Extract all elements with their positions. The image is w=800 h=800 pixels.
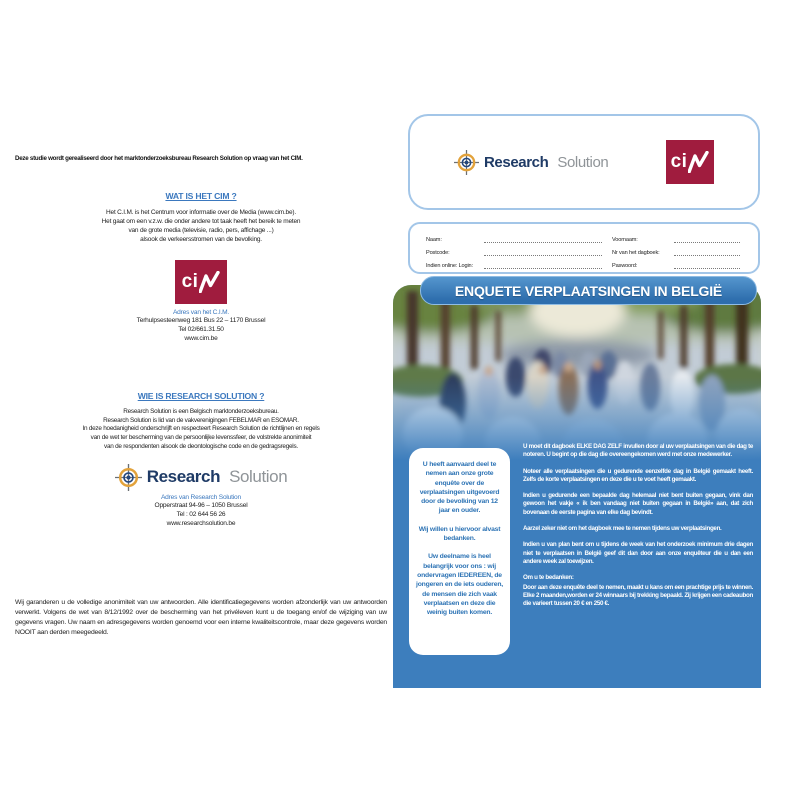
field-line-login[interactable] [484, 261, 602, 269]
reward-heading: Om u te bedanken: [523, 574, 574, 582]
cim-address-phone: Tel 02/661.31.50 [178, 326, 224, 333]
rs-section-heading[interactable]: WIE IS RESEARCH SOLUTION ? [137, 391, 265, 401]
cim-description-line: Het C.I.M. is het Centrum voor informatie over de Media (www.cim.be). [106, 209, 296, 216]
cim-description-line: Het gaat om een v.z.w. die onder andere tot taak heeft het bereik te meten [101, 218, 301, 225]
rs-address-street: Opperstraat 94-96 – 1050 Brussel [154, 501, 248, 509]
field-label-dagboeknr: Nr van het dagboek: [612, 250, 660, 256]
instruction-paragraph: Noteer alle verplaatsingen die u gedurende eenzelfde dag in België gemaakt heeft. Zelfs de korte verplaatsingen en deze die u te voet heeft gemaakt. [523, 467, 753, 483]
rs-logo-solution-text: Solution [229, 467, 288, 487]
field-line-voornaam[interactable] [674, 235, 740, 243]
study-intro-text: Deze studie wordt gerealiseerd door het marktonderzoeksbureau Research Solution op vraag van het CIM. [15, 155, 303, 162]
field-line-paswoord[interactable] [674, 261, 740, 269]
cim-section-heading[interactable]: WAT IS HET CIM ? [165, 191, 237, 201]
crowd-photo-illustration [393, 282, 761, 460]
instruction-paragraph: U moet dit dagboek ELKE DAG ZELF invullen door al uw verplaatsingen van die dag te noteren. U begint op die dag die overeengekomen werd met onze medewerker. [523, 443, 753, 459]
field-label-naam: Naam: [426, 237, 442, 243]
participation-text: U heeft aanvaard deel te nemen aan onze grote enquête over de verplaatsingen uitgevoerd door de bevolking van 12 jaar en ouder. [419, 461, 500, 515]
cim-logo [175, 260, 227, 304]
instruction-paragraph: Aarzel zeker niet om het dagboek mee te nemen tijdens uw verplaatsingen. [523, 525, 722, 533]
rs-description-line: van de wet ter bescherming van de persoonlijke levenssfeer, de volstrekte anonimiteit [90, 434, 312, 442]
cim-logo [666, 140, 714, 184]
rs-address-phone: Tel : 02 644 56 26 [176, 510, 226, 518]
form-row [426, 243, 740, 256]
rs-description-line: Research Solution is lid van de vakverenigingen FEBELMAR en ESOMAR. [103, 416, 299, 424]
logo-card [408, 114, 760, 210]
cim-logo-m-icon [688, 151, 709, 173]
field-label-paswoord: Paswoord: [612, 263, 638, 269]
reward-paragraph: Door aan deze enquête deel te nemen, maakt u kans om een prachtige prijs te winnen. Elke 2 maanden,worden er 24 winnaars bij trekking bepaald. Zij krijgen een cadeaubon die varieert tussen 20 € en 250 €. [523, 583, 753, 608]
target-icon [115, 464, 142, 491]
left-column [15, 155, 387, 638]
survey-title: ENQUETE VERPLAATSINGEN IN BELGIË [454, 282, 723, 299]
instruction-paragraph: Indien u van plan bent om u tijdens de week van het onderzoek minimum drie dagen niet te verplaatsen in België geef dit dan door aan onze enquêteur die u dan een andere week zal toewijzen. [523, 541, 753, 565]
research-solution-logo [15, 464, 387, 491]
rs-logo-research-text: Research [484, 153, 549, 171]
thank-you-text: Wij willen u hiervoor alvast bedanken. [418, 525, 501, 543]
cim-website-link[interactable]: www.cim.be [184, 335, 218, 342]
field-label-login: Indien online: Login: [426, 263, 473, 269]
cim-address-street: Terhulpsesteenweg 181 Bus 22 – 1170 Brussel [136, 317, 266, 324]
cim-description-line: van de grote media (televisie, radio, pers, affichage ...) [128, 227, 274, 234]
field-line-postcode[interactable] [484, 248, 602, 256]
cim-address-label: Adres van het C.I.M. [172, 309, 230, 316]
rs-address-label: Adres van Research Solution [160, 493, 241, 501]
form-row [426, 230, 740, 243]
rs-website-link[interactable]: www.researchsolution.be [166, 519, 236, 527]
cim-description-line: alsook de verkeersstromen van de bevolking. [140, 236, 262, 243]
rs-logo-solution-text: Solution [557, 153, 609, 171]
field-line-naam[interactable] [484, 235, 602, 243]
field-line-dagboeknr[interactable] [674, 248, 740, 256]
instruction-paragraph: Indien u gedurende een bepaalde dag helemaal niet bent buiten gegaan, vink dan gewoon het vakje « ik ben vandaag niet buiten gegaan in België» aan, dat zich bovenaan de eerste pagina van elke dag bevindt. [523, 492, 753, 516]
research-solution-logo [454, 150, 608, 175]
cim-logo-m-icon [199, 271, 220, 293]
respondent-form-card [408, 222, 760, 274]
form-row [426, 256, 740, 269]
title-banner [420, 276, 757, 305]
cim-logo-text: ci [670, 150, 688, 172]
field-label-postcode: Postcode: [426, 250, 450, 256]
field-label-voornaam: Voornaam: [612, 237, 638, 243]
survey-info-panel [393, 282, 761, 688]
instructions-text-block [523, 443, 753, 616]
street-crowd-photo [393, 282, 761, 460]
participation-intro-box [409, 448, 510, 655]
target-icon [454, 150, 479, 175]
rs-description-line: van de respondenten alsook de deontologische code en de gedragsregels. [104, 442, 298, 450]
privacy-guarantee-text: Wij garanderen u de volledige anonimiteit van uw antwoorden. Alle identificatiegegevens worden afzonderlijk van uw antwoorden verwerkt. Volgens de wet van 8/12/1992 over de bescherming van het privéleven kunt u de toegang en/of de wijziging van uw gegevens vragen. Uw naam en adresgegevens worden genoemd voor een interne kwaliteitscontrole, maar deze gegevens worden NOOIT aan derden meegedeeld. [15, 598, 387, 636]
rs-description [15, 408, 387, 452]
rs-description-line: In deze hoedanigheid onderschrijft en respecteert Research Solution de richtlijnen en regels [82, 425, 320, 433]
rs-logo-research-text: Research [146, 467, 221, 487]
importance-text: Uw deelname is heel belangrijk voor ons : wij ondervragen IEDEREEN, de jongeren en de iets ouderen, de mensen die zich vaak verplaatsen en deze die weinig buiten komen. [416, 553, 503, 617]
cim-logo-text: ci [181, 270, 199, 292]
rs-description-line: Research Solution is een Belgisch marktonderzoeksbureau. [123, 408, 279, 415]
cim-description [15, 208, 387, 244]
